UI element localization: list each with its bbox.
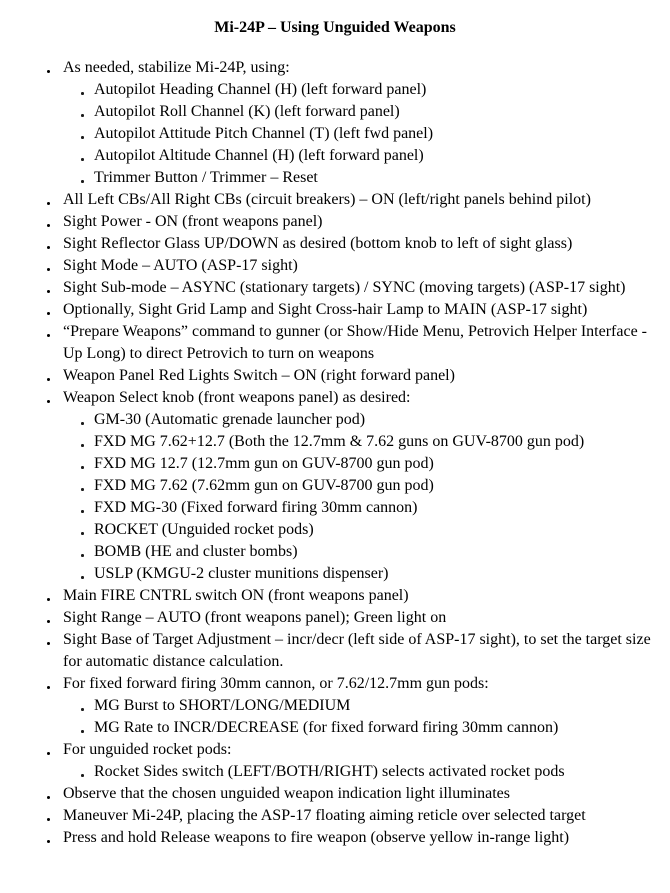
bullet-icon xyxy=(47,255,63,271)
checklist-item xyxy=(0,299,670,321)
checklist-item-text: As needed, stabilize Mi-24P, using: xyxy=(63,59,290,76)
bullet-icon xyxy=(47,387,63,403)
bullet-icon xyxy=(47,211,63,227)
bullet-icon xyxy=(47,321,63,337)
checklist-item-text: MG Burst to SHORT/LONG/MEDIUM xyxy=(94,697,351,714)
checklist-item-text: ROCKET (Unguided rocket pods) xyxy=(94,521,314,538)
checklist-item-text: FXD MG 7.62+12.7 (Both the 12.7mm & 7.62 guns on GUV-8700 gun pod) xyxy=(94,433,585,450)
bullet-icon xyxy=(81,475,94,491)
checklist-item-text: Autopilot Attitude Pitch Channel (T) (left fwd panel) xyxy=(94,125,434,142)
checklist-item xyxy=(0,783,670,805)
checklist-item-text: Weapon Select knob (front weapons panel) as desired: xyxy=(63,389,411,406)
bullet-icon xyxy=(81,145,94,161)
checklist-item-text: For unguided rocket pods: xyxy=(63,741,232,758)
bullet-icon xyxy=(47,365,63,381)
checklist-item-text: Autopilot Heading Channel (H) (left forward panel) xyxy=(94,81,427,98)
checklist-item-text: FXD MG-30 (Fixed forward firing 30mm cannon) xyxy=(94,499,418,516)
bullet-icon xyxy=(81,717,94,733)
bullet-icon xyxy=(47,277,63,293)
bullet-icon xyxy=(81,123,94,139)
bullet-icon xyxy=(81,541,94,557)
checklist-item xyxy=(0,629,670,673)
checklist-item-text: Sight Mode – AUTO (ASP-17 sight) xyxy=(63,257,298,274)
checklist-subitem xyxy=(0,431,670,453)
checklist-item-text: For fixed forward firing 30mm cannon, or 7.62/12.7mm gun pods: xyxy=(63,675,489,692)
bullet-icon xyxy=(47,673,63,689)
bullet-icon xyxy=(81,563,94,579)
checklist-subitem xyxy=(0,101,670,123)
checklist-item-text: Sight Sub-mode – ASYNC (stationary targets) / SYNC (moving targets) (ASP-17 sight) xyxy=(63,279,626,296)
bullet-icon xyxy=(47,629,63,645)
checklist-item-text: Optionally, Sight Grid Lamp and Sight Cross-hair Lamp to MAIN (ASP-17 sight) xyxy=(63,301,588,318)
checklist-item xyxy=(0,57,670,79)
checklist-subitem xyxy=(0,453,670,475)
checklist-item xyxy=(0,739,670,761)
checklist-item-text: Sight Range – AUTO (front weapons panel); Green light on xyxy=(63,609,447,626)
checklist-item xyxy=(0,805,670,827)
checklist-item-text: All Left CBs/All Right CBs (circuit breakers) – ON (left/right panels behind pilot) xyxy=(63,191,591,208)
checklist-subitem xyxy=(0,409,670,431)
checklist-item-text: Observe that the chosen unguided weapon indication light illuminates xyxy=(63,785,511,802)
checklist-item-text: Rocket Sides switch (LEFT/BOTH/RIGHT) selects activated rocket pods xyxy=(94,763,565,780)
checklist-item-text: USLP (KMGU-2 cluster munitions dispenser) xyxy=(94,565,389,582)
bullet-icon xyxy=(81,519,94,535)
checklist-item-text: MG Rate to INCR/DECREASE (for fixed forward firing 30mm cannon) xyxy=(94,719,559,736)
checklist-item-text: Trimmer Button / Trimmer – Reset xyxy=(94,169,318,186)
checklist-subitem xyxy=(0,695,670,717)
checklist-item xyxy=(0,211,670,233)
checklist xyxy=(0,57,670,849)
checklist-subitem xyxy=(0,167,670,189)
checklist-item-text: Press and hold Release weapons to fire weapon (observe yellow in-range light) xyxy=(63,829,570,846)
bullet-icon xyxy=(47,189,63,205)
checklist-subitem xyxy=(0,79,670,101)
checklist-item-text: FXD MG 7.62 (7.62mm gun on GUV-8700 gun pod) xyxy=(94,477,434,494)
bullet-icon xyxy=(81,761,94,777)
checklist-item xyxy=(0,827,670,849)
checklist-item-text: Main FIRE CNTRL switch ON (front weapons panel) xyxy=(63,587,409,604)
checklist-item xyxy=(0,387,670,409)
bullet-icon xyxy=(81,167,94,183)
checklist-item-text: GM-30 (Automatic grenade launcher pod) xyxy=(94,411,366,428)
checklist-item xyxy=(0,365,670,387)
checklist-subitem xyxy=(0,717,670,739)
checklist-item xyxy=(0,673,670,695)
bullet-icon xyxy=(47,783,63,799)
checklist-subitem xyxy=(0,519,670,541)
checklist-subitem xyxy=(0,123,670,145)
checklist-item-text: Weapon Panel Red Lights Switch – ON (right forward panel) xyxy=(63,367,455,384)
bullet-icon xyxy=(47,827,63,843)
bullet-icon xyxy=(81,409,94,425)
checklist-item xyxy=(0,233,670,255)
bullet-icon xyxy=(47,233,63,249)
checklist-item xyxy=(0,189,670,211)
checklist-item xyxy=(0,321,670,365)
checklist-subitem xyxy=(0,563,670,585)
bullet-icon xyxy=(47,805,63,821)
checklist-item-text: Sight Base of Target Adjustment – incr/decr (left side of ASP-17 sight), to set the target size for automatic distance calculation. xyxy=(63,631,651,670)
checklist-item-text: FXD MG 12.7 (12.7mm gun on GUV-8700 gun pod) xyxy=(94,455,434,472)
bullet-icon xyxy=(47,607,63,623)
checklist-item xyxy=(0,277,670,299)
bullet-icon xyxy=(81,695,94,711)
page-title: Mi-24P – Using Unguided Weapons xyxy=(214,19,456,36)
checklist-item-text: Autopilot Roll Channel (K) (left forward panel) xyxy=(94,103,400,120)
checklist-item-text: BOMB (HE and cluster bombs) xyxy=(94,543,298,560)
checklist-subitem xyxy=(0,541,670,563)
checklist-item-text: Maneuver Mi-24P, placing the ASP-17 floating aiming reticle over selected target xyxy=(63,807,586,824)
bullet-icon xyxy=(47,299,63,315)
checklist-subitem xyxy=(0,475,670,497)
bullet-icon xyxy=(81,497,94,513)
checklist-subitem xyxy=(0,145,670,167)
checklist-subitem xyxy=(0,761,670,783)
bullet-icon xyxy=(47,739,63,755)
bullet-icon xyxy=(81,453,94,469)
checklist-subitem xyxy=(0,497,670,519)
checklist-item xyxy=(0,607,670,629)
checklist-item-text: Autopilot Altitude Channel (H) (left forward panel) xyxy=(94,147,424,164)
bullet-icon xyxy=(47,585,63,601)
bullet-icon xyxy=(81,431,94,447)
bullet-icon xyxy=(81,79,94,95)
checklist-item xyxy=(0,255,670,277)
bullet-icon xyxy=(81,101,94,117)
checklist-item-text: Sight Power - ON (front weapons panel) xyxy=(63,213,323,230)
checklist-item-text: Sight Reflector Glass UP/DOWN as desired (bottom knob to left of sight glass) xyxy=(63,235,573,252)
checklist-item-text: “Prepare Weapons” command to gunner (or Show/Hide Menu, Petrovich Helper Interface - Up Long) to direct Petrovich to turn on weapons xyxy=(63,323,647,362)
checklist-item xyxy=(0,585,670,607)
bullet-icon xyxy=(47,57,63,73)
